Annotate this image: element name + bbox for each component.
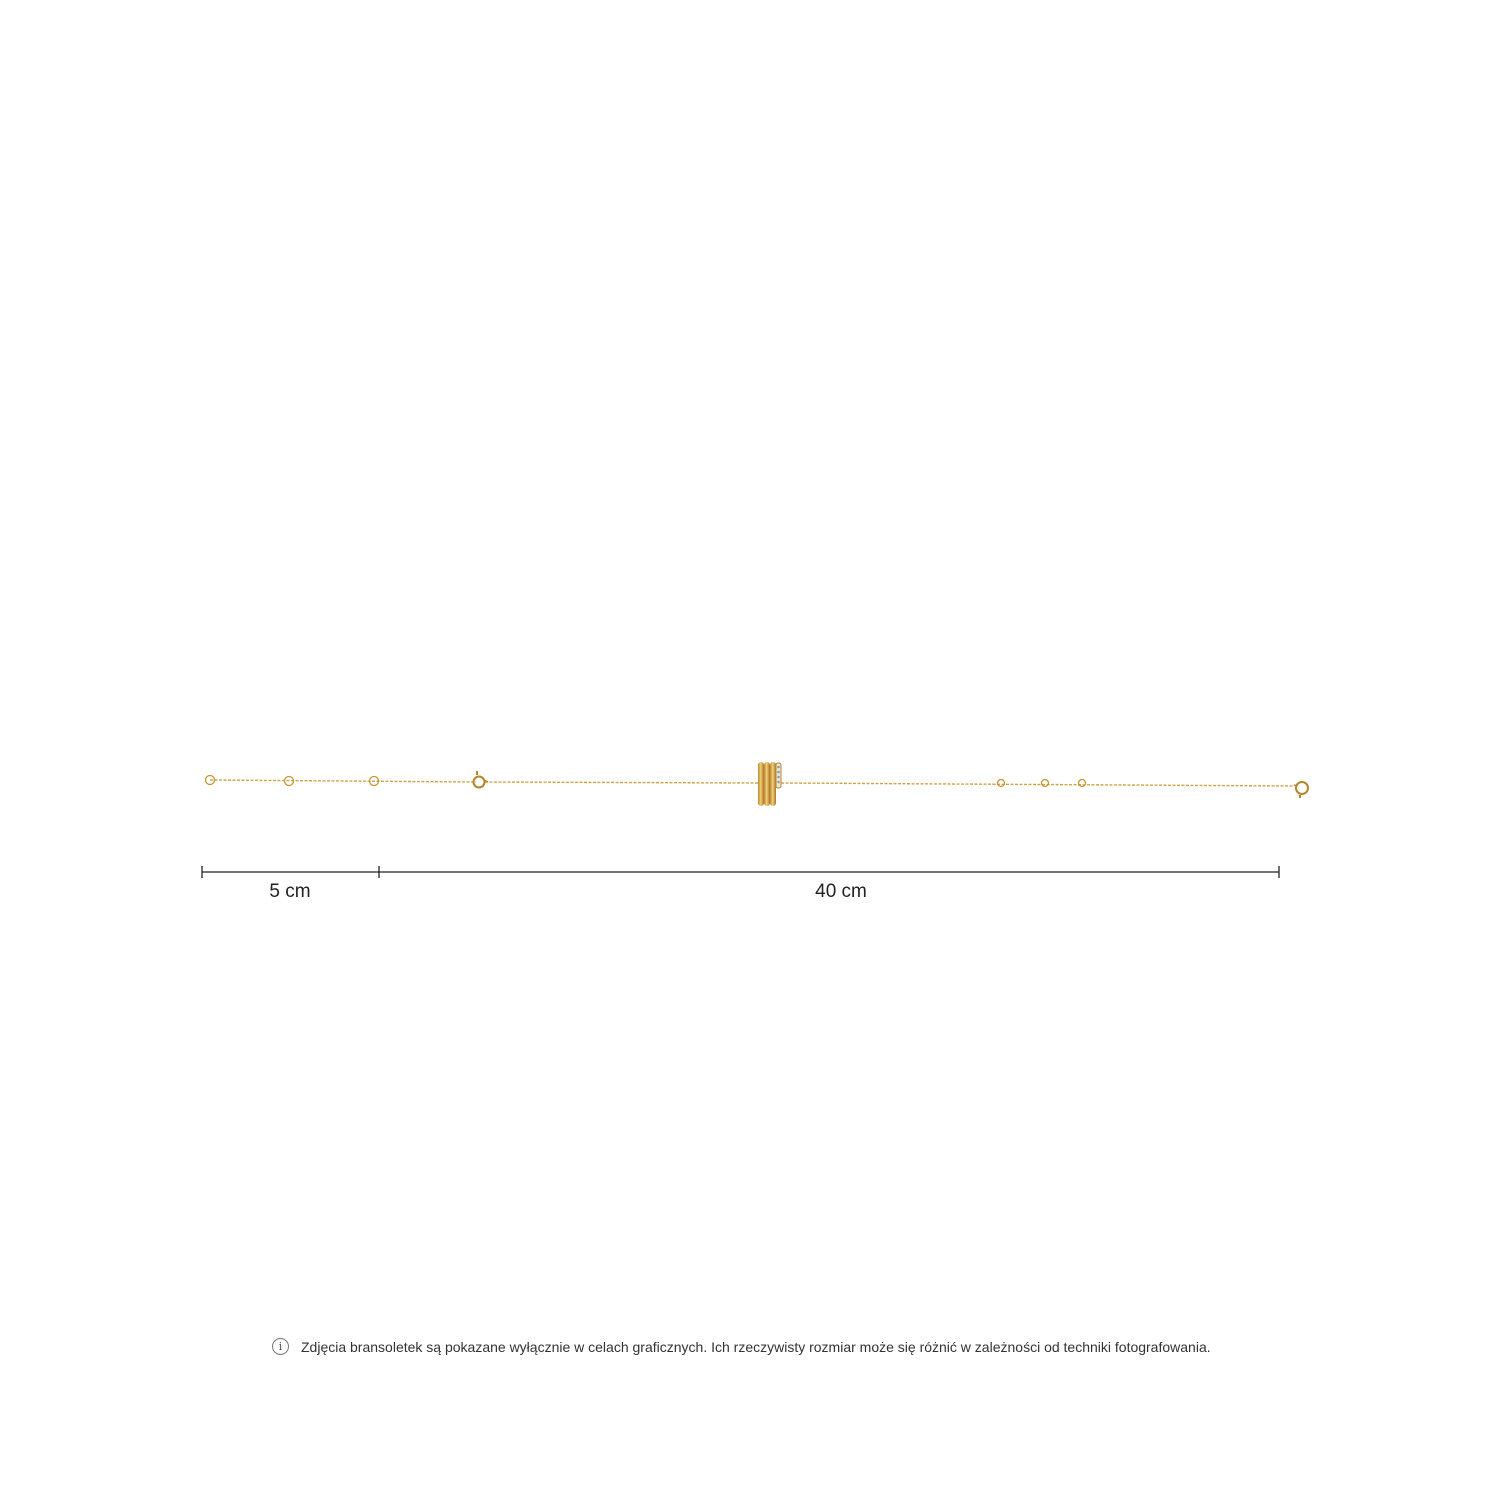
main-length-label: 40 cm bbox=[815, 881, 867, 902]
chain-ring-4 bbox=[998, 780, 1005, 787]
extension-length-label: 5 cm bbox=[269, 881, 311, 902]
ribbed-charm bbox=[758, 762, 781, 806]
chain-ring-5 bbox=[1042, 780, 1049, 787]
chain-ring-6 bbox=[1079, 780, 1086, 787]
dimension-line bbox=[202, 866, 1279, 878]
disclaimer-notice bbox=[272, 1338, 1211, 1355]
info-icon: i bbox=[272, 1338, 289, 1355]
disclaimer-text: Zdjęcia bransoletek są pokazane wyłącznie w celach graficznych. Ich rzeczywisty rozmiar może się różnić w zależności od techniki fotografowania. bbox=[301, 1338, 1211, 1355]
spring-clasp-left bbox=[474, 771, 489, 788]
spring-clasp-right bbox=[1294, 782, 1308, 798]
